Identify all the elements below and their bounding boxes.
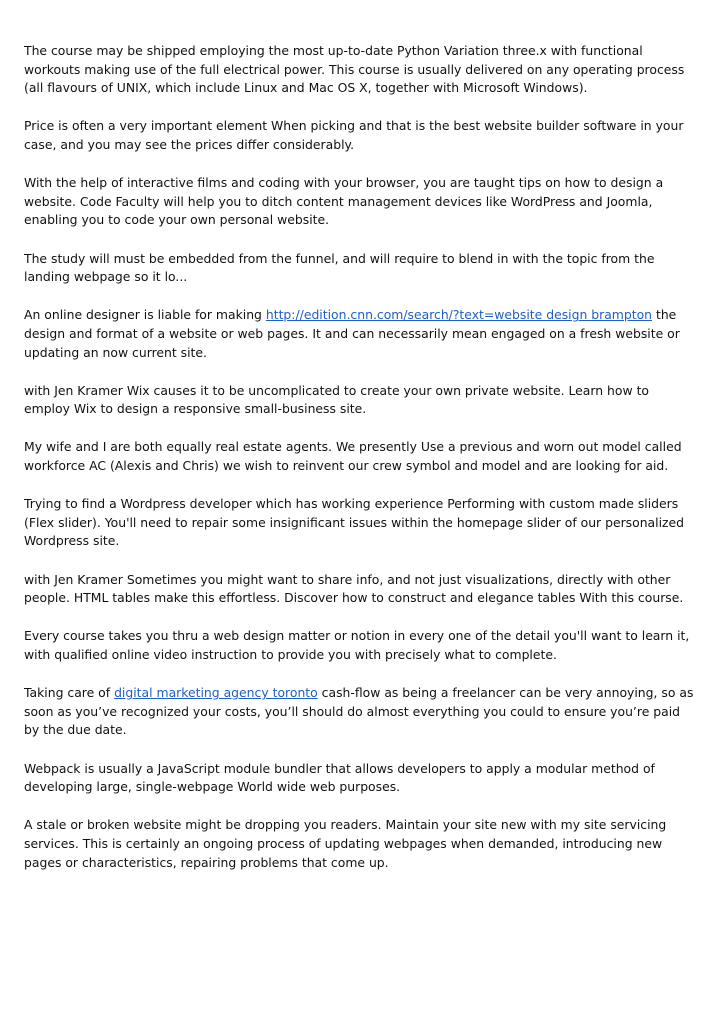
paragraph-13	[24, 816, 694, 872]
paragraph-7	[24, 438, 694, 475]
paragraph-text-before-link: An online designer is liable for making	[24, 307, 266, 323]
paragraph-8	[24, 495, 694, 551]
paragraph-9	[24, 571, 694, 608]
paragraph-5	[24, 306, 694, 362]
paragraph-11	[24, 684, 694, 740]
paragraph-text: Price is often a very important element When picking and that is the best website builder software in your case, and you may see the prices differ considerably.	[24, 118, 684, 152]
paragraph-text-after-link: cash-flow as being a freelancer can be very annoying, so as soon as you’ve recognized your costs, you’ll should do almost everything you could to ensure you’re paid by the due date.	[24, 685, 694, 738]
paragraph-text: Trying to find a Wordpress developer which has working experience Performing with custom made sliders (Flex slider). You'll need to repair some insignificant issues within the homepage slider of our personalized Wordpress site.	[24, 496, 685, 549]
paragraph-10	[24, 627, 694, 664]
paragraph-text: The course may be shipped employing the most up-to-date Python Variation three.x with functional workouts making use of the full electrical power. This course is usually delivered on any operating process (all flavours of UNIX, which include Linux and Mac OS X, together with Microsoft Windows).	[24, 43, 685, 96]
paragraph-text: with Jen Kramer Wix causes it to be uncomplicated to create your own private website. Learn how to employ Wix to design a responsive small-business site.	[24, 382, 650, 417]
digital-marketing-link[interactable]: digital marketing agency toronto	[114, 685, 318, 701]
paragraph-text: The study will must be embedded from the funnel, and will require to blend in with the topic from the landing webpage so it lo...	[24, 250, 655, 285]
paragraph-text: With the help of interactive films and coding with your browser, you are taught tips on how to design a website. Code Faculty will help you to ditch content management devices like WordPress and Joomla, enabling you to code your own personal website.	[24, 175, 664, 228]
paragraph-4	[24, 250, 694, 287]
paragraph-2	[24, 117, 694, 154]
paragraph-6	[24, 382, 694, 419]
document-body	[24, 42, 694, 892]
cnn-search-link[interactable]: http://edition.cnn.com/search/?text=website design brampton	[265, 307, 653, 323]
paragraph-text-before-link: Taking care of	[24, 685, 115, 701]
paragraph-text: Webpack is usually a JavaScript module bundler that allows developers to apply a modular method of developing large, single-webpage World wide web purposes.	[24, 760, 655, 795]
paragraph-text-after-link: the design and format of a website or web pages. It and can necessarily mean engaged on a fresh website or updating an now current site.	[24, 307, 680, 360]
paragraph-text: with Jen Kramer Sometimes you might want to share info, and not just visualizations, directly with other people. HTML tables make this effortless. Discover how to construct and elegance tables With this course.	[24, 571, 684, 606]
paragraph-3	[24, 174, 694, 230]
paragraph-text: Every course takes you thru a web design matter or notion in every one of the detail you'll want to learn it, with qualified online video instruction to provide you with precisely what to complete.	[24, 628, 690, 662]
paragraph-text: My wife and I are both equally real estate agents. We presently Use a previous and worn out model called workforce AC (Alexis and Chris) we wish to reinvent our crew symbol and model and are looking for aid.	[24, 439, 682, 474]
paragraph-1	[24, 42, 694, 98]
paragraph-12	[24, 760, 694, 797]
paragraph-text: A stale or broken website might be dropping you readers. Maintain your site new with my site servicing services. This is certainly an ongoing process of updating webpages when demanded, introducing new pages or characteristics, repairing problems that come up.	[24, 817, 667, 870]
